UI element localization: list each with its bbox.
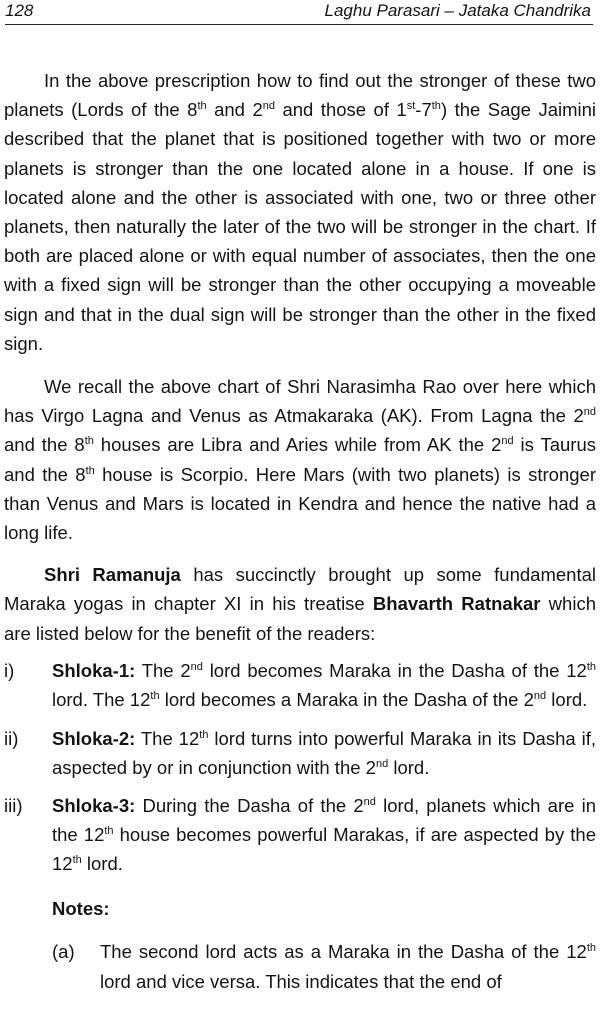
list-item-shloka-3: iii) Shloka-3: During the Dasha of the 2nd lord, planets which are in the 12th house becomes powerful Marakas, if are aspected by the 12th lord. [4,791,596,879]
page-body [4,66,596,996]
list-item-shloka-2: ii) Shloka-2: The 12th lord turns into powerful Maraka in its Dasha if, aspected by or in conjunction with the 2nd lord. [4,724,596,782]
list-marker: i) [4,659,15,681]
list-marker: iii) [4,794,23,816]
paragraph-narasimha-rao-chart: We recall the above chart of Shri Narasimha Rao over here which has Virgo Lagna and Venus as Atmakaraka (AK). From Lagna the 2nd and the 8th houses are Libra and Aries while from AK the 2nd is Taurus and the 8th house is Scorpio. Here Mars (with two planets) is stronger than Venus and Mars is located in Kendra and hence the native had a long life. [4,376,597,544]
running-title: Laghu Parasari – Jataka Chandrika [324,1,591,20]
paragraph-ramanuja-intro: Shri Ramanuja has succinctly brought up some fundamental Maraka yogas in chapter XI in his treatise Bhavarth Ratnakar which are listed below for the benefit of the readers: [4,564,596,644]
page-header [5,0,593,25]
notes-heading: Notes: [52,898,110,920]
list-marker: ii) [4,728,19,750]
list-item-shloka-1: i) Shloka-1: The 2nd lord becomes Maraka in the Dasha of the 12th lord. The 12th lord becomes a Maraka in the Dasha of the 2nd lord. [4,656,596,714]
paragraph-stronger-planets: In the above prescription how to find out the stronger of these two planets (Lords of the 8th and 2nd and those of 1st-7th) the Sage Jaimini described that the planet that is positioned together with two or more planets is stronger than the one located alone in a house. If one is located alone and the other is associated with one, two or three other planets, then naturally the later of the two will be stronger in the chart. If both are placed alone or with equal number of associates, then the one with a fixed sign will be stronger than the other occupying a moveable sign and that in the dual sign will be stronger than the other in the fixed sign. [4,70,597,354]
page-number: 128 [5,1,34,20]
note-marker: (a) [52,941,75,963]
note-item-a: (a) The second lord acts as a Maraka in the Dasha of the 12th lord and vice versa. This indicates that the end of [4,937,596,995]
